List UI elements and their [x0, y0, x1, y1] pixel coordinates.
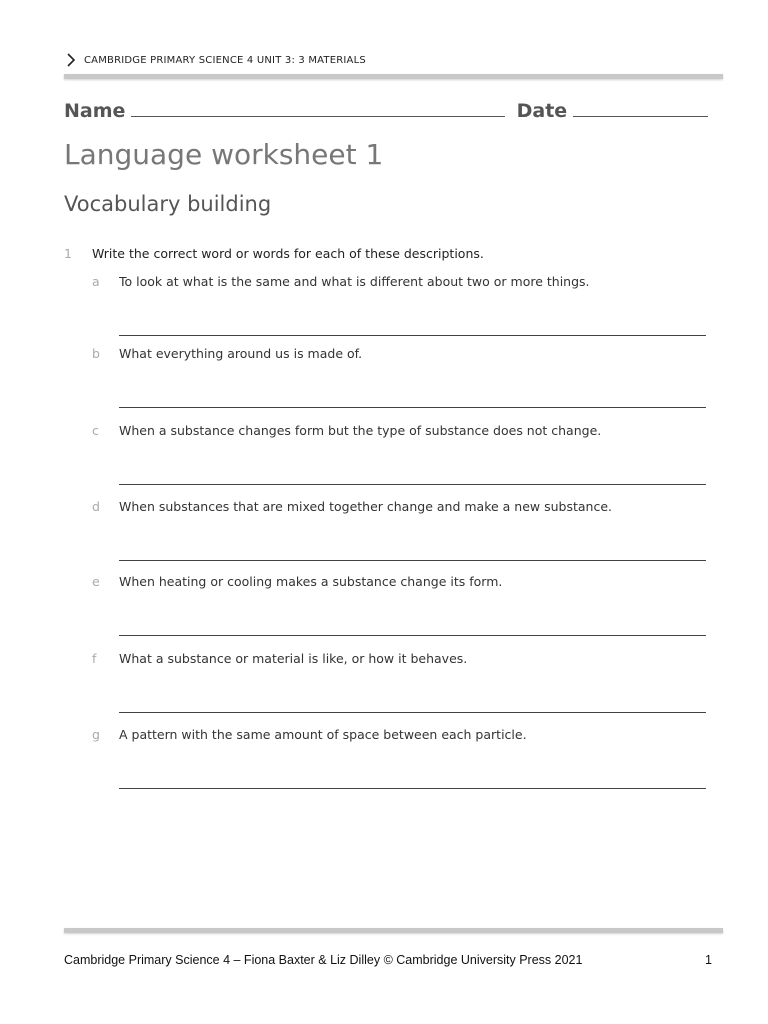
item-text: What a substance or material is like, or how it behaves.: [119, 651, 468, 666]
answer-line[interactable]: [119, 387, 706, 408]
item-letter: g: [92, 727, 100, 742]
question-item: [92, 346, 706, 408]
item-text: When substances that are mixed together change and make a new substance.: [119, 499, 612, 514]
answer-line[interactable]: [119, 315, 706, 336]
question-item: [92, 727, 706, 789]
question-item: [92, 499, 706, 561]
question-item: [92, 574, 706, 636]
footer-rule: [64, 928, 723, 933]
item-letter: d: [92, 499, 100, 514]
answer-line[interactable]: [119, 540, 706, 561]
question-text: Write the correct word or words for each of these descriptions.: [92, 246, 484, 261]
item-letter: b: [92, 346, 100, 361]
date-line[interactable]: [573, 98, 708, 117]
name-line[interactable]: [131, 98, 504, 117]
item-letter: a: [92, 274, 100, 289]
item-text: When a substance changes form but the type of substance does not change.: [119, 423, 602, 438]
answer-line[interactable]: [119, 464, 706, 485]
name-date-row: [64, 98, 708, 122]
page-title: Language worksheet 1: [64, 138, 384, 171]
running-header: [64, 50, 366, 70]
name-label: Name: [64, 100, 126, 122]
footer-credit: Cambridge Primary Science 4 – Fiona Baxter & Liz Dilley © Cambridge University Press 2021: [64, 953, 583, 967]
header-text: CAMBRIDGE PRIMARY SCIENCE 4 UNIT 3: 3 MATERIALS: [84, 54, 366, 66]
item-letter: f: [92, 651, 97, 666]
date-label: Date: [516, 100, 568, 122]
answer-line[interactable]: [119, 692, 706, 713]
item-text: When heating or cooling makes a substance change its form.: [119, 574, 503, 589]
answer-line[interactable]: [119, 768, 706, 789]
footer: [64, 953, 712, 967]
question-item: [92, 651, 706, 713]
section-heading: Vocabulary building: [64, 192, 272, 216]
question-1: [64, 246, 484, 261]
answer-line[interactable]: [119, 615, 706, 636]
question-item: [92, 274, 706, 336]
item-text: What everything around us is made of.: [119, 346, 363, 361]
chevron-right-icon: [64, 51, 78, 69]
item-letter: e: [92, 574, 100, 589]
item-letter: c: [92, 423, 99, 438]
item-text: A pattern with the same amount of space between each particle.: [119, 727, 527, 742]
question-item: [92, 423, 706, 485]
item-text: To look at what is the same and what is different about two or more things.: [119, 274, 590, 289]
header-rule: [64, 74, 723, 79]
question-number: 1: [64, 246, 72, 261]
page-number: 1: [705, 953, 712, 967]
